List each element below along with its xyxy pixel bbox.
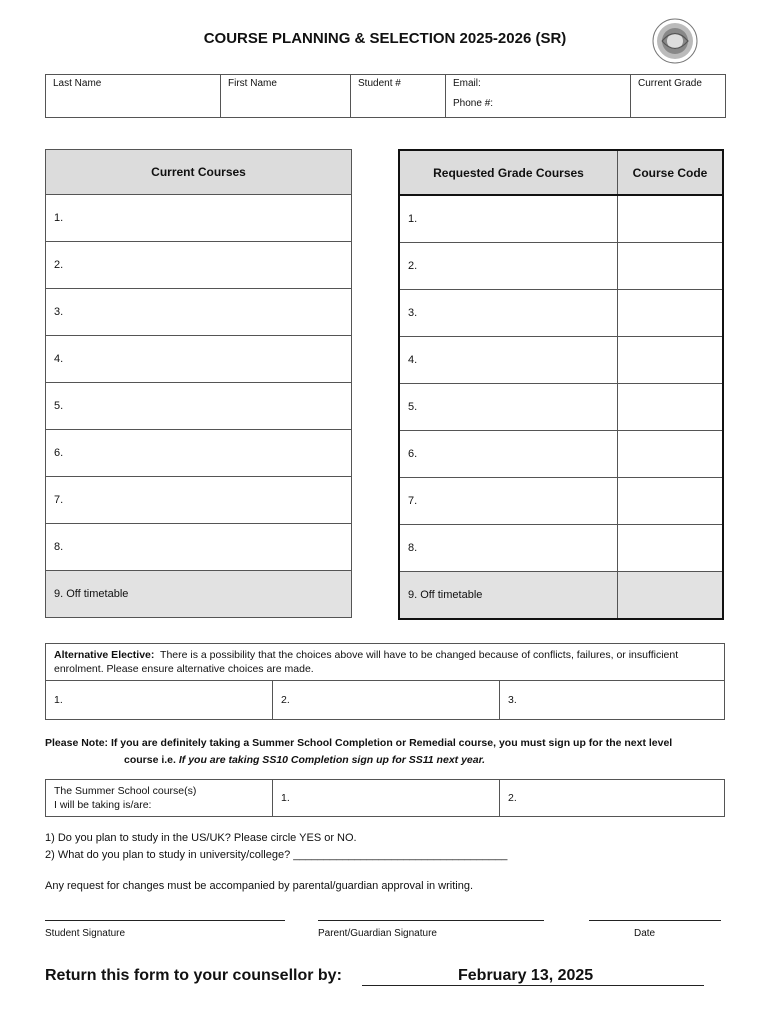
current-course-row[interactable]: 6. [46, 430, 352, 477]
course-code-cell[interactable] [618, 431, 724, 478]
parent-signature-label: Parent/Guardian Signature [318, 928, 437, 939]
parent-signature-line[interactable] [318, 920, 544, 921]
date-line[interactable] [589, 920, 721, 921]
course-code-cell[interactable] [618, 290, 724, 337]
last-name-field[interactable]: Last Name [46, 75, 221, 118]
requested-course-row[interactable]: 4. [399, 337, 618, 384]
current-course-row[interactable]: 3. [46, 289, 352, 336]
current-course-row[interactable]: 7. [46, 477, 352, 524]
requested-course-row[interactable]: 5. [399, 384, 618, 431]
return-date: February 13, 2025 [458, 967, 594, 984]
current-course-row-off-timetable[interactable]: 9. Off timetable [46, 571, 352, 618]
student-signature-label: Student Signature [45, 928, 126, 939]
course-code-cell[interactable] [618, 195, 724, 243]
email-label: Email: [453, 78, 481, 89]
student-info-table [45, 74, 726, 118]
requested-course-row[interactable]: 1. [399, 195, 618, 243]
current-course-row[interactable]: 4. [46, 336, 352, 383]
current-course-row[interactable]: 2. [46, 242, 352, 289]
student-signature-line[interactable] [45, 920, 285, 921]
requested-courses-header: Requested Grade Courses [399, 150, 618, 195]
page-title: COURSE PLANNING & SELECTION 2025-2026 (SR) [203, 30, 567, 47]
summer-school-note-example: course i.e. If you are taking SS10 Completion sign up for SS11 next year. [124, 754, 486, 766]
course-code-cell[interactable] [618, 384, 724, 431]
return-date-line [362, 985, 704, 986]
requested-course-row[interactable]: 6. [399, 431, 618, 478]
current-courses-table [45, 149, 352, 618]
requested-course-row[interactable]: 7. [399, 478, 618, 525]
summer-school-course-2[interactable]: 2. [500, 780, 725, 817]
alternative-elective-notice: Alternative Elective: There is a possibility that the choices above will have to be changed because of conflicts, failures, or insufficient enrolment. Please ensure alternative choices are made. [46, 644, 725, 681]
current-course-row[interactable]: 8. [46, 524, 352, 571]
student-number-field[interactable]: Student # [351, 75, 446, 118]
return-label: Return this form to your counsellor by: [45, 967, 342, 984]
school-seal-icon [652, 18, 698, 64]
course-code-cell[interactable] [618, 478, 724, 525]
phone-label: Phone #: [453, 98, 494, 109]
course-code-cell[interactable] [618, 243, 724, 290]
requested-course-row[interactable]: 3. [399, 290, 618, 337]
question-study-field[interactable]: 2) What do you plan to study in university/college? ___________________________________ [45, 849, 508, 861]
alternative-choice-3[interactable]: 3. [500, 681, 725, 720]
question-study-abroad: 1) Do you plan to study in the US/UK? Please circle YES or NO. [45, 832, 357, 844]
summer-school-label: The Summer School course(s) I will be taking is/are: [46, 780, 273, 817]
alternative-choice-1[interactable]: 1. [46, 681, 273, 720]
alternative-choice-2[interactable]: 2. [273, 681, 500, 720]
approval-notice: Any request for changes must be accompanied by parental/guardian approval in writing. [45, 880, 474, 892]
alternative-elective-table [45, 643, 725, 720]
date-label: Date [634, 928, 656, 939]
contact-field[interactable] [446, 75, 631, 118]
requested-course-row[interactable]: 8. [399, 525, 618, 572]
current-course-row[interactable]: 1. [46, 195, 352, 242]
requested-course-row[interactable]: 2. [399, 243, 618, 290]
course-code-cell[interactable] [618, 525, 724, 572]
current-grade-field[interactable]: Current Grade [631, 75, 726, 118]
course-code-header: Course Code [618, 150, 724, 195]
summer-school-course-1[interactable]: 1. [273, 780, 500, 817]
course-code-cell[interactable] [618, 572, 724, 620]
current-course-row[interactable]: 5. [46, 383, 352, 430]
summer-school-table [45, 779, 725, 817]
requested-course-row-off-timetable[interactable]: 9. Off timetable [399, 572, 618, 620]
current-courses-header: Current Courses [46, 150, 352, 195]
summer-school-note: Please Note: If you are definitely taking a Summer School Completion or Remedial course, you must sign up for the next level [45, 737, 673, 749]
requested-courses-table [398, 149, 724, 620]
first-name-field[interactable]: First Name [221, 75, 351, 118]
course-code-cell[interactable] [618, 337, 724, 384]
